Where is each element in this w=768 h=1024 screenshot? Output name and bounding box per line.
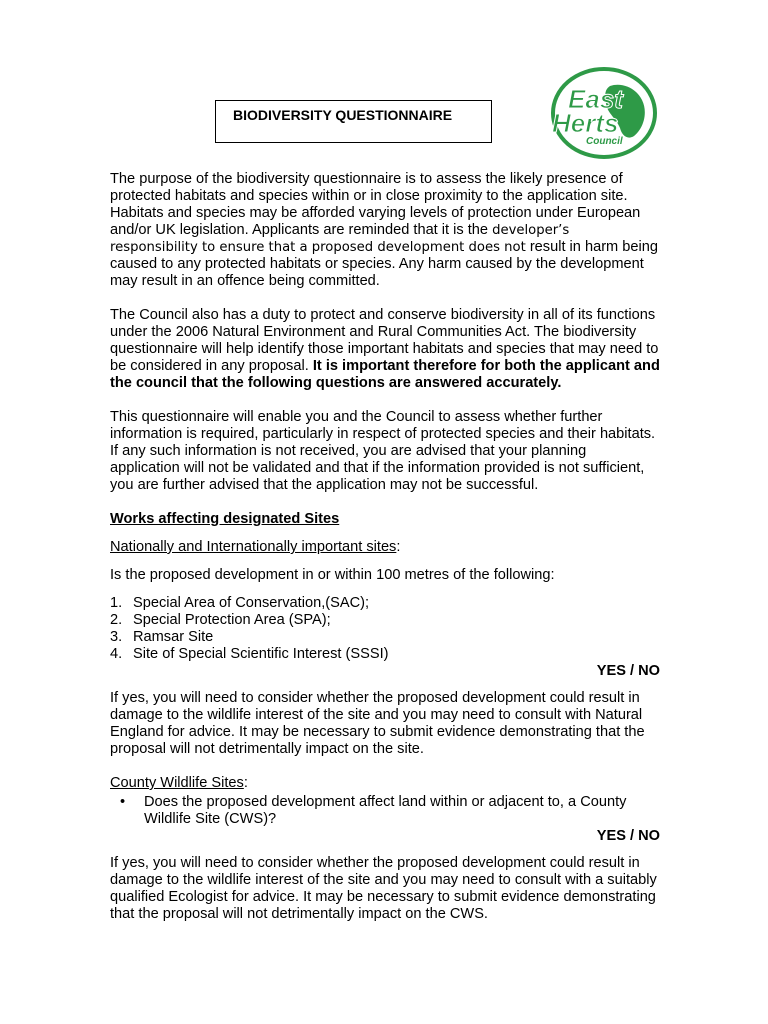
county-sites-yes-no[interactable]: YES / NO [596,828,660,844]
county-sites-list [110,794,660,828]
document-title-box [215,100,492,143]
highlighted-text: developer’s responsibility to ensure that a proposed development does not [110,223,570,255]
list-item: 2. Special Protection Area (SPA); [110,612,331,628]
questionnaire-purpose-paragraph: This questionnaire will enable you and the Council to assess whether further information is required, particularly in respect of protected species and their habitats. If any such information is not received, you are advised that your planning application will not be validated and that if the information provided is not sufficient, you are further advised that the application may not be successful. [110,409,656,493]
county-sites-subheading: County Wildlife Sites: [110,775,248,791]
national-sites-subheading: Nationally and Internationally important sites: [110,539,401,555]
list-item: 3. Ramsar Site [110,629,214,645]
east-herts-council-logo [548,66,660,160]
designated-sites-list [110,595,660,663]
county-sites-followup: If yes, you will need to consider whether the proposed development could result in damage to the wildlife interest of the site and you may need to consult with a suitably qualified Ecologist for advice. It may be necessary to submit evidence demonstrating that the proposal will not detrimentally impact on the CWS. [110,855,657,922]
intro-paragraph: The purpose of the biodiversity questionnaire is to assess the likely presence of protected habitats and species within or in close proximity to the application site. Habitats and species may be afforded varying levels of protection under European and/or UK legislation. Applicants are reminded that it is the developer’s responsibility to ensure that a proposed development does not result in harm being caused to any protected habitats or species. Any harm caused by the development may result in an offence being committed. [110,171,658,289]
council-duty-paragraph: The Council also has a duty to protect and conserve biodiversity in all of its functions under the 2006 Natural Environment and Rural Communities Act. The biodiversity questionnaire will help identify those important habitats and species that may need to be considered in any proposal. It is important therefore for both the applicant and the council that the following questions are answered accurately. [110,307,660,391]
section-heading: Works affecting designated Sites [110,511,340,527]
national-sites-question: Is the proposed development in or within 100 metres of the following: [110,567,555,583]
national-sites-yes-no[interactable]: YES / NO [596,663,660,679]
bullet-icon: • [120,794,126,810]
list-item: 1. Special Area of Conservation,(SAC); [110,595,370,611]
national-sites-followup: If yes, you will need to consider whether the proposed development could result in damage to the wildlife interest of the site and you may need to consult with Natural England for advice. It may be necessary to submit evidence demonstrating that the proposal will not detrimentally impact on the site. [110,690,645,757]
list-item: 4. Site of Special Scientific Interest (SSSI) [110,646,389,662]
svg-text:Council: Council [586,136,623,147]
svg-text:East: East [568,84,623,114]
list-item: • Does the proposed development affect land within or adjacent to, a County Wildlife Site (CWS)? [120,794,627,827]
important-notice: It is important therefore for both the applicant and the council that the following questions are answered accurately. [110,358,660,391]
svg-text:Herts: Herts [552,108,619,138]
document-title: BIODIVERSITY QUESTIONNAIRE [233,107,453,123]
document-body [110,171,660,940]
